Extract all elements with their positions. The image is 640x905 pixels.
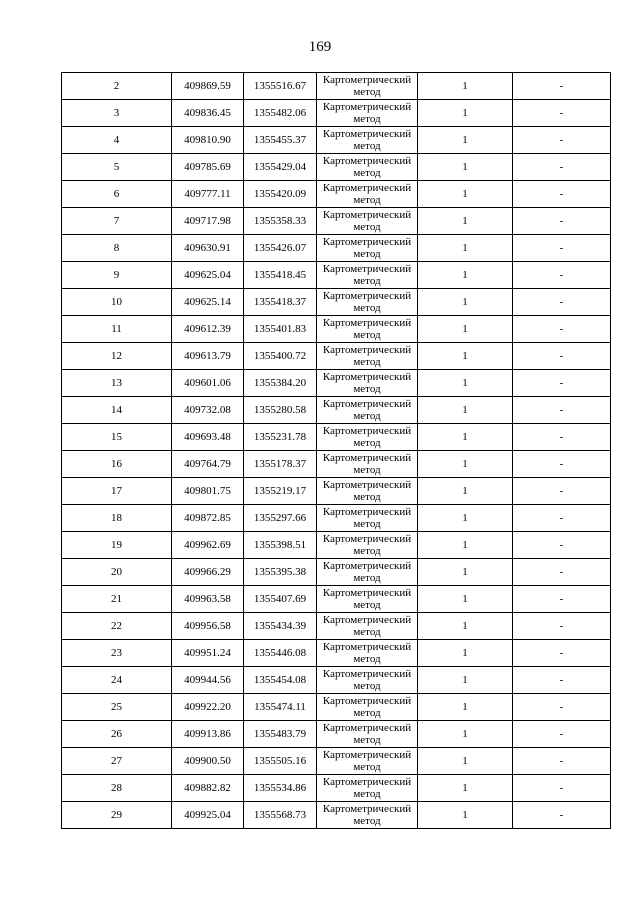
note-cell: - — [513, 343, 611, 370]
table-row — [62, 100, 611, 127]
point-number-cell: 16 — [62, 451, 172, 478]
point-number-cell: 28 — [62, 775, 172, 802]
point-number-cell: 2 — [62, 73, 172, 100]
table-row — [62, 73, 611, 100]
note-cell: - — [513, 208, 611, 235]
table-row — [62, 316, 611, 343]
y-coordinate-cell: 1355418.45 — [244, 262, 317, 289]
x-coordinate-cell: 409925.04 — [172, 802, 244, 829]
error-cell: 1 — [418, 559, 513, 586]
method-line: метод — [353, 275, 381, 287]
method-line: метод — [353, 761, 381, 773]
y-coordinate-cell: 1355482.06 — [244, 100, 317, 127]
note-cell: - — [513, 613, 611, 640]
method-cell — [317, 370, 418, 397]
note-cell: - — [513, 478, 611, 505]
note-cell: - — [513, 370, 611, 397]
method-line: метод — [353, 383, 381, 395]
x-coordinate-cell: 409951.24 — [172, 640, 244, 667]
y-coordinate-cell: 1355483.79 — [244, 721, 317, 748]
method-line: Картометрический — [322, 263, 412, 275]
point-number-cell: 17 — [62, 478, 172, 505]
method-cell — [317, 586, 418, 613]
method-line: метод — [353, 491, 381, 503]
method-line: метод — [353, 113, 381, 125]
point-number-cell: 22 — [62, 613, 172, 640]
x-coordinate-cell: 409963.58 — [172, 586, 244, 613]
error-cell: 1 — [418, 235, 513, 262]
method-cell — [317, 235, 418, 262]
method-cell — [317, 343, 418, 370]
y-coordinate-cell: 1355407.69 — [244, 586, 317, 613]
method-line: Картометрический — [322, 128, 412, 140]
method-line: метод — [353, 626, 381, 638]
method-line: Картометрический — [322, 641, 412, 653]
method-cell — [317, 559, 418, 586]
error-cell: 1 — [418, 316, 513, 343]
method-line: метод — [353, 680, 381, 692]
note-cell: - — [513, 289, 611, 316]
error-cell: 1 — [418, 802, 513, 829]
error-cell: 1 — [418, 586, 513, 613]
y-coordinate-cell: 1355384.20 — [244, 370, 317, 397]
table-row — [62, 775, 611, 802]
method-line: метод — [353, 599, 381, 611]
table-row — [62, 694, 611, 721]
table-row — [62, 262, 611, 289]
coordinates-table-body — [62, 73, 611, 829]
x-coordinate-cell: 409625.14 — [172, 289, 244, 316]
method-cell — [317, 505, 418, 532]
method-cell — [317, 775, 418, 802]
y-coordinate-cell: 1355568.73 — [244, 802, 317, 829]
table-row — [62, 559, 611, 586]
y-coordinate-cell: 1355231.78 — [244, 424, 317, 451]
table-row — [62, 748, 611, 775]
point-number-cell: 11 — [62, 316, 172, 343]
method-cell — [317, 667, 418, 694]
note-cell: - — [513, 802, 611, 829]
point-number-cell: 5 — [62, 154, 172, 181]
method-line: метод — [353, 734, 381, 746]
note-cell: - — [513, 127, 611, 154]
table-row — [62, 505, 611, 532]
method-cell — [317, 748, 418, 775]
error-cell: 1 — [418, 532, 513, 559]
table-row — [62, 802, 611, 829]
point-number-cell: 19 — [62, 532, 172, 559]
table-row — [62, 397, 611, 424]
x-coordinate-cell: 409872.85 — [172, 505, 244, 532]
x-coordinate-cell: 409882.82 — [172, 775, 244, 802]
x-coordinate-cell: 409693.48 — [172, 424, 244, 451]
error-cell: 1 — [418, 775, 513, 802]
method-line: Картометрический — [322, 749, 412, 761]
method-cell — [317, 640, 418, 667]
method-cell — [317, 100, 418, 127]
y-coordinate-cell: 1355474.11 — [244, 694, 317, 721]
x-coordinate-cell: 409922.20 — [172, 694, 244, 721]
method-line: метод — [353, 329, 381, 341]
note-cell: - — [513, 424, 611, 451]
table-row — [62, 289, 611, 316]
method-line: Картометрический — [322, 533, 412, 545]
y-coordinate-cell: 1355534.86 — [244, 775, 317, 802]
x-coordinate-cell: 409810.90 — [172, 127, 244, 154]
method-cell — [317, 694, 418, 721]
note-cell: - — [513, 262, 611, 289]
method-line: Картометрический — [322, 182, 412, 194]
method-line: Картометрический — [322, 317, 412, 329]
table-row — [62, 370, 611, 397]
method-line: метод — [353, 464, 381, 476]
note-cell: - — [513, 451, 611, 478]
method-line: метод — [353, 572, 381, 584]
method-line: метод — [353, 653, 381, 665]
x-coordinate-cell: 409732.08 — [172, 397, 244, 424]
x-coordinate-cell: 409956.58 — [172, 613, 244, 640]
note-cell: - — [513, 397, 611, 424]
point-number-cell: 23 — [62, 640, 172, 667]
error-cell: 1 — [418, 343, 513, 370]
method-line: метод — [353, 518, 381, 530]
method-line: Картометрический — [322, 452, 412, 464]
x-coordinate-cell: 409717.98 — [172, 208, 244, 235]
method-line: метод — [353, 788, 381, 800]
y-coordinate-cell: 1355401.83 — [244, 316, 317, 343]
method-line: Картометрический — [322, 668, 412, 680]
note-cell: - — [513, 694, 611, 721]
error-cell: 1 — [418, 478, 513, 505]
error-cell: 1 — [418, 127, 513, 154]
point-number-cell: 24 — [62, 667, 172, 694]
method-line: Картометрический — [322, 101, 412, 113]
table-row — [62, 451, 611, 478]
point-number-cell: 10 — [62, 289, 172, 316]
error-cell: 1 — [418, 289, 513, 316]
note-cell: - — [513, 748, 611, 775]
error-cell: 1 — [418, 73, 513, 100]
method-cell — [317, 73, 418, 100]
error-cell: 1 — [418, 424, 513, 451]
note-cell: - — [513, 154, 611, 181]
method-line: метод — [353, 248, 381, 260]
error-cell: 1 — [418, 370, 513, 397]
y-coordinate-cell: 1355219.17 — [244, 478, 317, 505]
error-cell: 1 — [418, 640, 513, 667]
y-coordinate-cell: 1355398.51 — [244, 532, 317, 559]
x-coordinate-cell: 409962.69 — [172, 532, 244, 559]
y-coordinate-cell: 1355505.16 — [244, 748, 317, 775]
method-line: Картометрический — [322, 695, 412, 707]
method-cell — [317, 127, 418, 154]
point-number-cell: 20 — [62, 559, 172, 586]
note-cell: - — [513, 667, 611, 694]
method-line: Картометрический — [322, 560, 412, 572]
x-coordinate-cell: 409944.56 — [172, 667, 244, 694]
method-line: Картометрический — [322, 506, 412, 518]
error-cell: 1 — [418, 451, 513, 478]
x-coordinate-cell: 409601.06 — [172, 370, 244, 397]
x-coordinate-cell: 409900.50 — [172, 748, 244, 775]
x-coordinate-cell: 409785.69 — [172, 154, 244, 181]
point-number-cell: 26 — [62, 721, 172, 748]
table-row — [62, 640, 611, 667]
table-row — [62, 127, 611, 154]
point-number-cell: 18 — [62, 505, 172, 532]
table-row — [62, 424, 611, 451]
error-cell: 1 — [418, 748, 513, 775]
method-line: метод — [353, 302, 381, 314]
point-number-cell: 15 — [62, 424, 172, 451]
method-line: Картометрический — [322, 776, 412, 788]
point-number-cell: 21 — [62, 586, 172, 613]
error-cell: 1 — [418, 181, 513, 208]
method-cell — [317, 721, 418, 748]
x-coordinate-cell: 409613.79 — [172, 343, 244, 370]
error-cell: 1 — [418, 721, 513, 748]
table-row — [62, 154, 611, 181]
point-number-cell: 12 — [62, 343, 172, 370]
method-line: Картометрический — [322, 587, 412, 599]
note-cell: - — [513, 316, 611, 343]
table-row — [62, 613, 611, 640]
y-coordinate-cell: 1355358.33 — [244, 208, 317, 235]
point-number-cell: 25 — [62, 694, 172, 721]
note-cell: - — [513, 640, 611, 667]
method-cell — [317, 451, 418, 478]
coordinates-table — [61, 72, 611, 829]
note-cell: - — [513, 505, 611, 532]
y-coordinate-cell: 1355455.37 — [244, 127, 317, 154]
method-cell — [317, 289, 418, 316]
method-line: метод — [353, 86, 381, 98]
error-cell: 1 — [418, 262, 513, 289]
y-coordinate-cell: 1355280.58 — [244, 397, 317, 424]
error-cell: 1 — [418, 613, 513, 640]
table-row — [62, 667, 611, 694]
point-number-cell: 8 — [62, 235, 172, 262]
method-line: метод — [353, 140, 381, 152]
point-number-cell: 29 — [62, 802, 172, 829]
method-cell — [317, 154, 418, 181]
table-row — [62, 532, 611, 559]
error-cell: 1 — [418, 100, 513, 127]
method-cell — [317, 478, 418, 505]
error-cell: 1 — [418, 667, 513, 694]
x-coordinate-cell: 409801.75 — [172, 478, 244, 505]
method-cell — [317, 208, 418, 235]
table-row — [62, 181, 611, 208]
method-line: Картометрический — [322, 155, 412, 167]
point-number-cell: 27 — [62, 748, 172, 775]
method-cell — [317, 397, 418, 424]
x-coordinate-cell: 409630.91 — [172, 235, 244, 262]
note-cell: - — [513, 586, 611, 613]
method-line: метод — [353, 707, 381, 719]
method-cell — [317, 262, 418, 289]
y-coordinate-cell: 1355297.66 — [244, 505, 317, 532]
error-cell: 1 — [418, 397, 513, 424]
method-line: Картометрический — [322, 398, 412, 410]
note-cell: - — [513, 775, 611, 802]
x-coordinate-cell: 409966.29 — [172, 559, 244, 586]
method-line: Картометрический — [322, 614, 412, 626]
table-row — [62, 208, 611, 235]
method-cell — [317, 802, 418, 829]
method-line: метод — [353, 221, 381, 233]
y-coordinate-cell: 1355418.37 — [244, 289, 317, 316]
x-coordinate-cell: 409777.11 — [172, 181, 244, 208]
method-line: метод — [353, 167, 381, 179]
method-line: метод — [353, 356, 381, 368]
table-row — [62, 586, 611, 613]
table-row — [62, 478, 611, 505]
note-cell: - — [513, 73, 611, 100]
point-number-cell: 6 — [62, 181, 172, 208]
method-line: метод — [353, 815, 381, 827]
page-number: 169 — [308, 39, 332, 55]
note-cell: - — [513, 181, 611, 208]
method-line: Картометрический — [322, 209, 412, 221]
x-coordinate-cell: 409913.86 — [172, 721, 244, 748]
method-line: метод — [353, 194, 381, 206]
note-cell: - — [513, 532, 611, 559]
method-line: Картометрический — [322, 425, 412, 437]
method-cell — [317, 532, 418, 559]
error-cell: 1 — [418, 505, 513, 532]
x-coordinate-cell: 409869.59 — [172, 73, 244, 100]
point-number-cell: 7 — [62, 208, 172, 235]
method-line: метод — [353, 545, 381, 557]
table-row — [62, 721, 611, 748]
note-cell: - — [513, 235, 611, 262]
y-coordinate-cell: 1355434.39 — [244, 613, 317, 640]
y-coordinate-cell: 1355516.67 — [244, 73, 317, 100]
method-line: Картометрический — [322, 371, 412, 383]
method-line: Картометрический — [322, 344, 412, 356]
method-cell — [317, 613, 418, 640]
note-cell: - — [513, 100, 611, 127]
y-coordinate-cell: 1355178.37 — [244, 451, 317, 478]
point-number-cell: 9 — [62, 262, 172, 289]
y-coordinate-cell: 1355395.38 — [244, 559, 317, 586]
method-cell — [317, 181, 418, 208]
method-line: Картометрический — [322, 803, 412, 815]
table-row — [62, 343, 611, 370]
y-coordinate-cell: 1355454.08 — [244, 667, 317, 694]
method-cell — [317, 316, 418, 343]
y-coordinate-cell: 1355426.07 — [244, 235, 317, 262]
method-cell — [317, 424, 418, 451]
method-line: Картометрический — [322, 236, 412, 248]
x-coordinate-cell: 409836.45 — [172, 100, 244, 127]
point-number-cell: 3 — [62, 100, 172, 127]
note-cell: - — [513, 559, 611, 586]
error-cell: 1 — [418, 694, 513, 721]
method-line: Картометрический — [322, 479, 412, 491]
error-cell: 1 — [418, 154, 513, 181]
point-number-cell: 14 — [62, 397, 172, 424]
error-cell: 1 — [418, 208, 513, 235]
x-coordinate-cell: 409764.79 — [172, 451, 244, 478]
method-line: метод — [353, 410, 381, 422]
method-line: Картометрический — [322, 74, 412, 86]
point-number-cell: 13 — [62, 370, 172, 397]
point-number-cell: 4 — [62, 127, 172, 154]
y-coordinate-cell: 1355446.08 — [244, 640, 317, 667]
method-line: метод — [353, 437, 381, 449]
table-row — [62, 235, 611, 262]
method-line: Картометрический — [322, 290, 412, 302]
method-line: Картометрический — [322, 722, 412, 734]
x-coordinate-cell: 409625.04 — [172, 262, 244, 289]
x-coordinate-cell: 409612.39 — [172, 316, 244, 343]
y-coordinate-cell: 1355420.09 — [244, 181, 317, 208]
y-coordinate-cell: 1355400.72 — [244, 343, 317, 370]
note-cell: - — [513, 721, 611, 748]
y-coordinate-cell: 1355429.04 — [244, 154, 317, 181]
